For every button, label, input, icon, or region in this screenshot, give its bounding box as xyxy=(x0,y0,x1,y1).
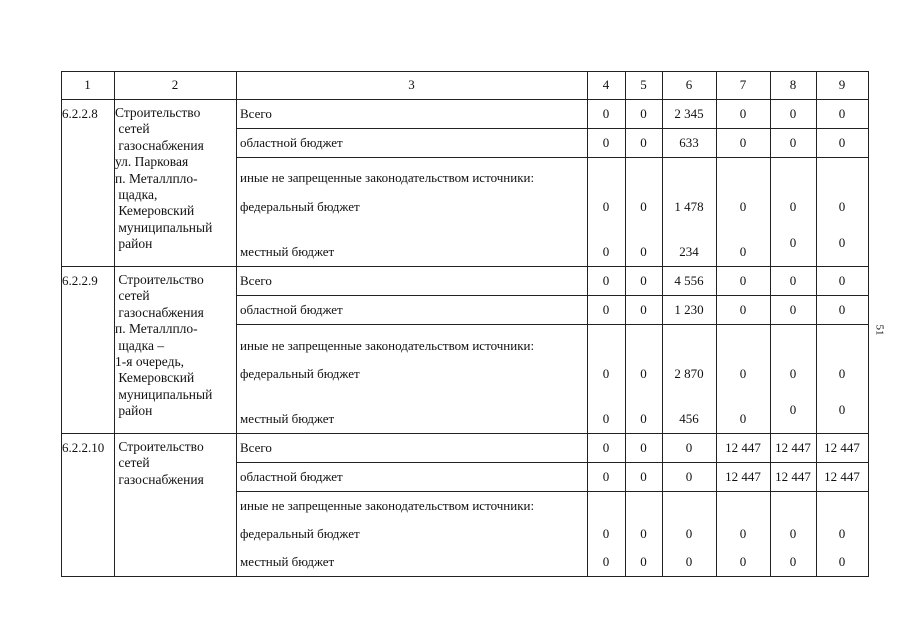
value-total-col-6: 4 556 xyxy=(674,273,704,288)
value-federal-col-8: 0 xyxy=(789,199,797,214)
value-federal-col-5: 0 xyxy=(640,366,647,381)
row-name-line: газоснабжения xyxy=(115,137,204,153)
value-total-col-7: 0 xyxy=(739,106,747,121)
row-name-line: п. Металлпло- xyxy=(115,321,198,337)
column-rule-1 xyxy=(61,71,62,577)
value-total-col-8: 0 xyxy=(789,273,797,288)
value-federal-col-8: 0 xyxy=(789,366,797,381)
value-regional-col-9: 12 447 xyxy=(824,469,860,484)
value-local-col-7: 0 xyxy=(739,244,747,259)
row-name-line: район xyxy=(115,403,153,419)
row-name-line: газоснабжения xyxy=(115,304,204,320)
value-local-col-6: 234 xyxy=(679,244,699,259)
label-total: Всего xyxy=(240,106,272,121)
value-total-col-7: 12 447 xyxy=(725,440,761,455)
subrow-separator xyxy=(236,491,869,492)
value-federal-col-4: 0 xyxy=(602,199,610,214)
row-name-line: Строительство xyxy=(115,272,204,287)
header-col-9: 9 xyxy=(838,77,846,92)
value-local-col-7: 0 xyxy=(739,411,747,426)
value-federal-col-4: 0 xyxy=(602,366,610,381)
label-regional: областной бюджет xyxy=(240,469,343,484)
row-name-line: Кемеровский xyxy=(115,203,195,219)
value-total-col-4: 0 xyxy=(602,273,610,288)
value-regional-col-6: 633 xyxy=(679,135,699,150)
value-local-col-8: 0 xyxy=(789,554,797,569)
table-bottom-border xyxy=(61,576,869,577)
row-code: 6.2.2.9 xyxy=(62,273,98,288)
value-federal-col-9: 0 xyxy=(838,366,846,381)
header-col-7: 7 xyxy=(739,77,747,92)
row-separator xyxy=(61,266,869,267)
row-name-line: сетей xyxy=(115,455,150,471)
value-federal-col-4: 0 xyxy=(602,526,610,541)
value-local-col-5: 0 xyxy=(640,244,647,259)
value-regional-col-5: 0 xyxy=(640,469,647,484)
header-col-3: 3 xyxy=(408,77,415,92)
label-federal: федеральный бюджет xyxy=(240,366,360,381)
value-total-col-7: 0 xyxy=(739,273,747,288)
value-local-col-6: 0 xyxy=(685,554,693,569)
header-col-5: 5 xyxy=(640,77,647,92)
header-bottom-border xyxy=(61,99,869,100)
header-col-6: 6 xyxy=(685,77,693,92)
value-federal-col-6: 2 870 xyxy=(674,366,704,381)
subrow-separator xyxy=(236,157,869,158)
row-name-line: сетей xyxy=(115,121,150,137)
subrow-separator xyxy=(236,128,869,129)
subrow-separator xyxy=(236,462,869,463)
header-col-1: 1 xyxy=(84,77,91,92)
value-federal-col-5: 0 xyxy=(640,199,647,214)
value-federal-col-7: 0 xyxy=(739,366,747,381)
row-name-line: район xyxy=(115,236,153,252)
row-name-line: щадка – xyxy=(115,337,165,353)
value-regional-col-5: 0 xyxy=(640,302,647,317)
value-total-col-9: 12 447 xyxy=(824,440,860,455)
value-total-col-8: 12 447 xyxy=(775,440,811,455)
value-regional-col-4: 0 xyxy=(602,302,610,317)
value-federal-col-5: 0 xyxy=(640,526,647,541)
value-federal-col-8: 0 xyxy=(789,526,797,541)
row-name-line: газоснабжения xyxy=(115,471,204,487)
table-top-border xyxy=(61,71,869,72)
value-federal-col-6: 1 478 xyxy=(674,199,704,214)
label-total: Всего xyxy=(240,273,272,288)
row-name-line: Строительство xyxy=(115,439,204,454)
value-regional-col-8: 0 xyxy=(789,302,797,317)
value-total-col-5: 0 xyxy=(640,106,647,121)
value-total-col-6: 0 xyxy=(685,440,693,455)
value-regional-col-8: 12 447 xyxy=(775,469,811,484)
row-code: 6.2.2.8 xyxy=(62,106,98,121)
label-regional: областной бюджет xyxy=(240,135,343,150)
label-local: местный бюджет xyxy=(240,244,335,259)
value-regional-col-7: 12 447 xyxy=(725,469,761,484)
value-regional-col-9: 0 xyxy=(838,135,846,150)
value-local-col-4: 0 xyxy=(602,411,610,426)
label-other-sources: иные не запрещенные законодательством источники: xyxy=(240,498,535,513)
value-regional-col-5: 0 xyxy=(640,135,647,150)
row-name-line: щадка, xyxy=(115,187,158,202)
label-federal: федеральный бюджет xyxy=(240,526,360,541)
label-other-sources: иные не запрещенные законодательством источники: xyxy=(240,338,535,353)
header-col-8: 8 xyxy=(789,77,797,92)
value-local-col-4: 0 xyxy=(602,244,610,259)
value-regional-col-7: 0 xyxy=(739,135,747,150)
label-other-sources: иные не запрещенные законодательством источники: xyxy=(240,170,535,185)
value-total-col-9: 0 xyxy=(838,106,846,121)
label-federal: федеральный бюджет xyxy=(240,199,360,214)
value-regional-col-9: 0 xyxy=(838,302,846,317)
row-name-line: сетей xyxy=(115,288,150,304)
label-regional: областной бюджет xyxy=(240,302,343,317)
row-name-line: п. Металлпло- xyxy=(115,170,198,186)
row-name-line: муниципальный xyxy=(115,219,213,235)
row-name-line: Строительство xyxy=(115,105,201,120)
row-code: 6.2.2.10 xyxy=(62,440,105,455)
row-name-line: ул. Парковая xyxy=(115,154,189,170)
row-name-line: муниципальный xyxy=(115,386,213,402)
value-local-col-5: 0 xyxy=(640,411,647,426)
value-total-col-5: 0 xyxy=(640,440,647,455)
value-regional-col-4: 0 xyxy=(602,135,610,150)
label-local: местный бюджет xyxy=(240,554,335,569)
value-regional-col-6: 1 230 xyxy=(674,302,704,317)
value-total-col-4: 0 xyxy=(602,106,610,121)
value-local-col-9: 0 xyxy=(838,554,846,569)
value-total-col-9: 0 xyxy=(838,273,846,288)
value-federal-col-7: 0 xyxy=(739,526,747,541)
value-local-col-9: 0 xyxy=(838,402,846,417)
value-regional-col-4: 0 xyxy=(602,469,610,484)
value-total-col-6: 2 345 xyxy=(674,106,704,121)
subrow-separator xyxy=(236,295,869,296)
row-name-line: Кемеровский xyxy=(115,370,195,386)
value-total-col-5: 0 xyxy=(640,273,647,288)
value-local-col-6: 456 xyxy=(679,411,699,426)
value-federal-col-9: 0 xyxy=(838,526,846,541)
header-col-2: 2 xyxy=(171,77,179,92)
value-local-col-8: 0 xyxy=(789,235,797,250)
value-local-col-5: 0 xyxy=(640,554,647,569)
subrow-separator xyxy=(236,324,869,325)
row-separator xyxy=(61,433,869,434)
value-federal-col-6: 0 xyxy=(685,526,693,541)
value-local-col-9: 0 xyxy=(838,235,846,250)
value-local-col-7: 0 xyxy=(739,554,747,569)
row-name-line: 1-я очередь, xyxy=(115,354,184,369)
value-regional-col-6: 0 xyxy=(685,469,693,484)
label-total: Всего xyxy=(240,440,272,455)
value-local-col-4: 0 xyxy=(602,554,610,569)
value-regional-col-8: 0 xyxy=(789,135,797,150)
value-federal-col-7: 0 xyxy=(739,199,747,214)
value-federal-col-9: 0 xyxy=(838,199,846,214)
value-local-col-8: 0 xyxy=(789,402,797,417)
page-number: 51 xyxy=(873,324,886,336)
value-total-col-8: 0 xyxy=(789,106,797,121)
value-regional-col-7: 0 xyxy=(739,302,747,317)
header-col-4: 4 xyxy=(602,77,610,92)
value-total-col-4: 0 xyxy=(602,440,610,455)
label-local: местный бюджет xyxy=(240,411,335,426)
